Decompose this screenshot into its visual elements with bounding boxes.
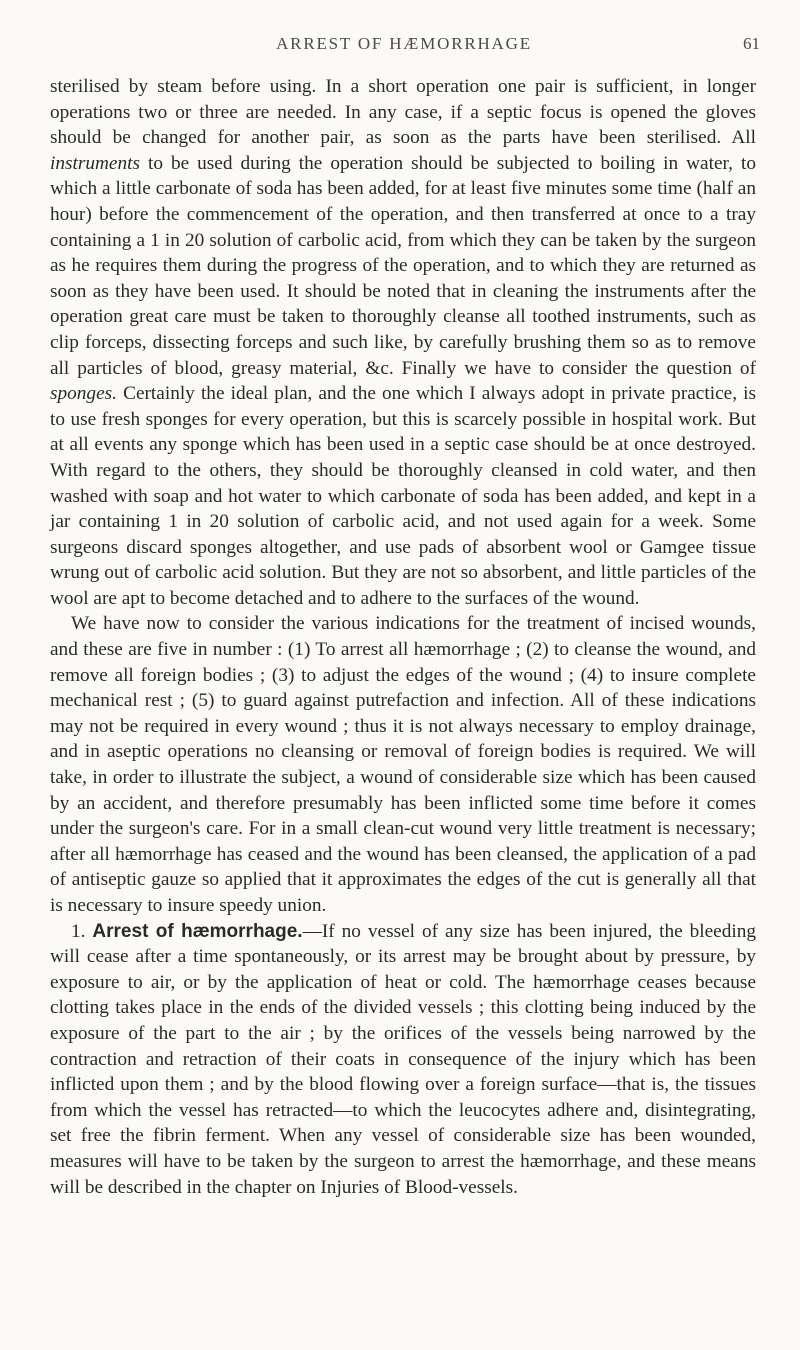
running-title: ARREST OF HÆMORRHAGE: [276, 34, 532, 53]
paragraph-continuation: [50, 74, 756, 611]
body-text: [50, 74, 756, 1200]
section-heading: Arrest of hæmorrhage.: [92, 920, 303, 942]
italic-term-instruments: instruments: [50, 152, 140, 174]
paragraph-indications: We have now to consider the various indications for the treatment of incised wounds, and these are five in number : (1) To arrest all hæmorrhage ; (2) to cleanse the wound, and remove all foreign bodies ; (3) to adjust the edges of the wound ; (4) to insure complete mechanical rest ; (5) to guard against putrefaction and infection. All of these indications may not be required in every wound ; thus it is not always necessary to employ drainage, and in aseptic operations no cleansing or removal of foreign bodies is required. We will take, in order to illustrate the subject, a wound of considerable size which has been caused by an accident, and therefore presumably has been inflicted some time before it comes under the surgeon's care. For in a small clean-cut wound very little treatment is necessary; after all hæmorrhage has ceased and the wound has been cleansed, the application of a pad of antiseptic gauze so applied that it approximates the edges of the cut is generally all that is necessary to insure speedy union.: [50, 613, 756, 916]
paragraph-text: —If no vessel of any size has been injured, the bleeding will cease after a time spontaneously, or its arrest may be brought about by pressure, by exposure to air, or by the application of heat or cold. The hæmorrhage ceases because clotting takes place in the ends of the divided vessels ; this clotting being induced by the exposure of the part to the air ; by the orifices of the vessels being narrowed by the contraction and retraction of their coats in consequence of the injury which has been inflicted upon them ; and by the blood flowing over a foreign surface—that is, the tissues from which the vessel has retracted—to which the leucocytes adhere and, disintegrating, set free the fibrin ferment. When any vessel of considerable size has been wounded, measures will have to be taken by the surgeon to arrest the hæmorrhage, and these means will be described in the chapter on Injuries of Blood-vessels.: [50, 920, 757, 1198]
paragraph-text: sterilised by steam before using. In a short operation one pair is sufficient, in longer operations two or three are needed. In any case, if a septic focus is opened the gloves should be changed for another pair, as soon as the parts have been sterilised. All: [50, 76, 756, 149]
italic-term-sponges: sponges.: [50, 383, 117, 405]
page-number: 61: [743, 34, 760, 53]
paragraph-text: Certainly the ideal plan, and the one which I always adopt in private practice, is to use fresh sponges for every operation, but this is scarcely possible in hospital work. But at all events any sponge which has been used in a septic case should be at once destroyed. With regard to the others, they should be thoroughly cleansed in cold water, and then washed with soap and hot water to which carbonate of soda has been added, and kept in a jar containing 1 in 20 solution of carbolic acid, and not used again for a week. Some surgeons discard sponges altogether, and use pads of absorbent wool or Gamgee tissue wrung out of carbolic acid solution. But they are not so absorbent, and little particles of the wool are apt to become detached and to adhere to the surfaces of the wound.: [50, 383, 756, 609]
section-number: 1.: [71, 920, 93, 942]
paragraph-arrest-of-haemorrhage: [50, 919, 756, 1201]
paragraph-text: to be used during the operation should be subjected to boiling in water, to which a little carbonate of soda has been added, for at least five minutes some time (half an hour) before the commencement of the operation, and then transferred at once to a tray containing a 1 in 20 solution of carbolic acid, from which they can be taken by the surgeon as he requires them during the progress of the operation, and to which they are returned as soon as they have been used. It should be noted that in cleaning the instruments after the operation great care must be taken to thoroughly cleanse all toothed instruments, such as clip forceps, dissecting forceps and such like, by carefully brushing them so as to remove all particles of blood, greasy material, &c. Finally we have to consider the question of: [50, 152, 756, 379]
running-head: [48, 34, 760, 60]
